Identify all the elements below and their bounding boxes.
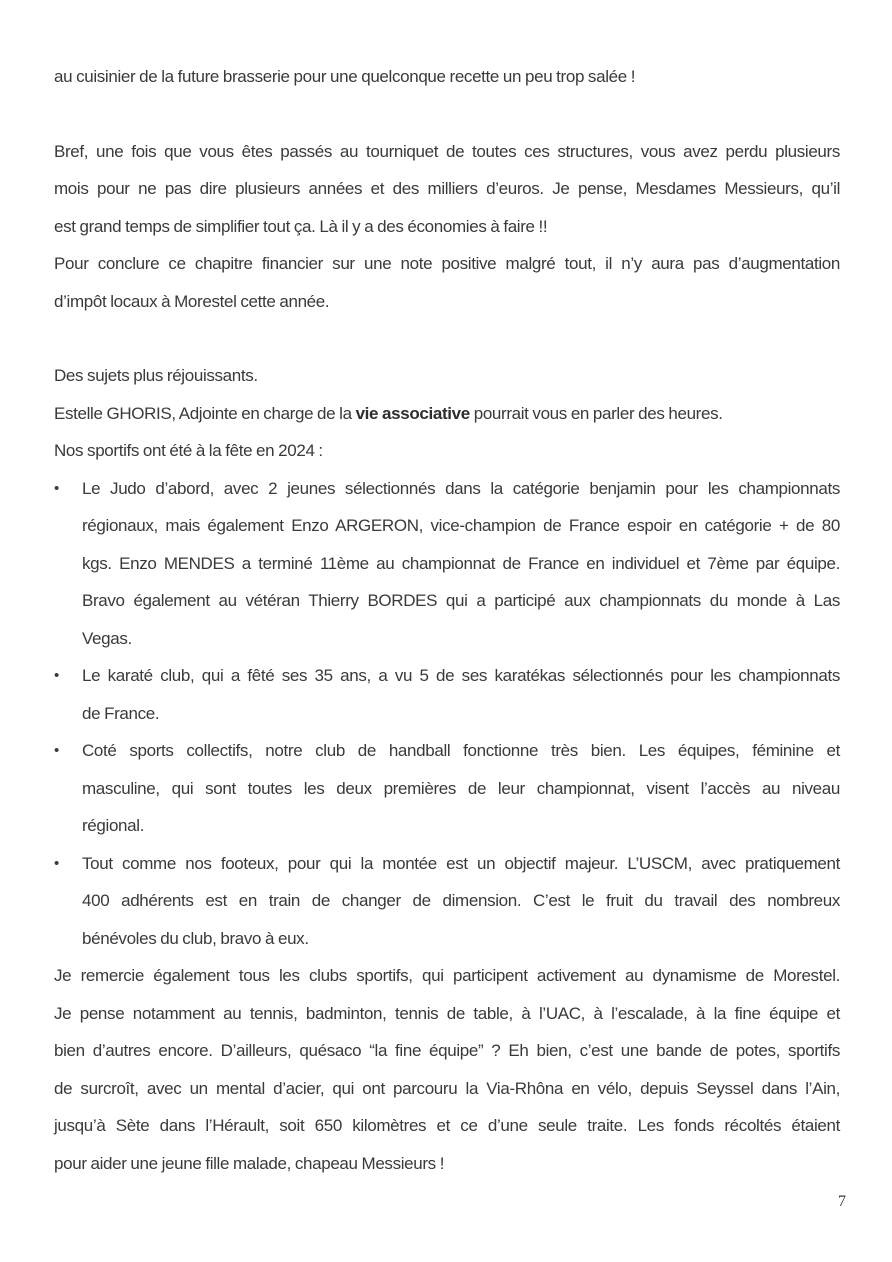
paragraph-gap — [54, 96, 840, 133]
bullet-icon: • — [54, 667, 59, 684]
bullet-line: kgs. Enzo MENDES a terminé 11ème au championnat de France en individuel et 7ème par équipe. — [82, 553, 840, 573]
paragraph-line: Je pense notamment au tennis, badminton, tennis de table, à l’UAC, à l’escalade, à la fine équipe et — [54, 1003, 840, 1023]
section-intro: Des sujets plus réjouissants. — [54, 366, 258, 385]
document-page — [54, 58, 840, 1182]
bullet-icon: • — [54, 479, 59, 497]
estelle-text-before: Estelle GHORIS, Adjointe en charge de la — [54, 403, 356, 423]
paragraph-line: est grand temps de simplifier tout ça. Là il y a des économies à faire !! — [54, 216, 548, 236]
bullet-item-karate — [54, 657, 840, 732]
bullet-line: Vegas. — [82, 628, 132, 648]
opening-line: au cuisinier de la future brasserie pour une quelconque recette un peu trop salée ! — [54, 67, 636, 86]
bullet-line: Le Judo d’abord, avec 2 jeunes sélectionnés dans la catégorie benjamin pour les championnats — [82, 478, 840, 498]
page-number: 7 — [838, 1193, 846, 1210]
bullet-line: masculine, qui sont toutes les deux premières de leur championnat, visent l’accès au niveau — [82, 778, 840, 798]
bullet-line: bénévoles du club, bravo à eux. — [82, 928, 309, 948]
paragraph-line: Pour conclure ce chapitre financier sur une note positive malgré tout, il n’y aura pas d’augmentation — [54, 254, 840, 273]
bullet-line: régionaux, mais également Enzo ARGERON, vice-champion de France espoir en catégorie + de 80 — [82, 516, 840, 535]
paragraph-remercie — [54, 957, 840, 1182]
paragraph-conclure — [54, 245, 840, 320]
paragraph-line: bien d’autres encore. D’ailleurs, quésaco “la fine équipe” ? Eh bien, c’est une bande de potes, sportifs — [54, 1041, 840, 1060]
bullet-line: Tout comme nos footeux, pour qui la montée est un objectif majeur. L’USCM, avec pratiquement — [82, 853, 840, 873]
bullet-icon: • — [54, 742, 59, 759]
bullet-line: Le karaté club, qui a fêté ses 35 ans, a vu 5 de ses karatékas sélectionnés pour les championnats — [82, 666, 840, 685]
bullet-item-football — [54, 845, 840, 958]
paragraph-gap — [54, 320, 840, 357]
paragraph-line: Je remercie également tous les clubs sportifs, qui participent activement au dynamisme de Morestel. — [54, 966, 840, 985]
bullet-line: régional. — [82, 816, 145, 835]
sports-intro: Nos sportifs ont été à la fête en 2024 : — [54, 441, 323, 460]
bullet-line: Bravo également au vétéran Thierry BORDES qui a participé aux championnats du monde à Las — [82, 591, 840, 610]
paragraph-line: mois pour ne pas dire plusieurs années et des milliers d’euros. Je pense, Mesdames Messieurs, qu’il — [54, 179, 840, 198]
bullet-line: 400 adhérents est en train de changer de dimension. C’est le fruit du travail des nombreux — [82, 891, 840, 910]
bullet-item-handball — [54, 732, 840, 845]
paragraph-bref — [54, 133, 840, 246]
bullet-item-judo — [54, 470, 840, 658]
paragraph-line: d’impôt locaux à Morestel cette année. — [54, 291, 330, 311]
paragraph-line: de surcroît, avec un mental d’acier, qui ont parcouru la Via-Rhôna en vélo, depuis Seyssel dans l’Ain, — [54, 1078, 840, 1098]
paragraph-line: Bref, une fois que vous êtes passés au tourniquet de toutes ces structures, vous avez perdu plusieurs — [54, 141, 840, 161]
bullet-icon: • — [54, 854, 59, 872]
sports-bullet-list — [54, 470, 840, 958]
bullet-line: de France. — [82, 703, 160, 723]
bold-vie-associative: vie associative — [355, 403, 470, 423]
bullet-line: Coté sports collectifs, notre club de handball fonctionne très bien. Les équipes, féminine et — [82, 741, 840, 760]
estelle-line — [54, 395, 840, 433]
paragraph-line: pour aider une jeune fille malade, chapeau Messieurs ! — [54, 1153, 445, 1173]
paragraph-line: jusqu’à Sète dans l’Hérault, soit 650 kilomètres et ce d’une seule traite. Les fonds récoltés étaient — [54, 1116, 840, 1135]
estelle-text-after: pourrait vous en parler des heures. — [469, 403, 723, 423]
